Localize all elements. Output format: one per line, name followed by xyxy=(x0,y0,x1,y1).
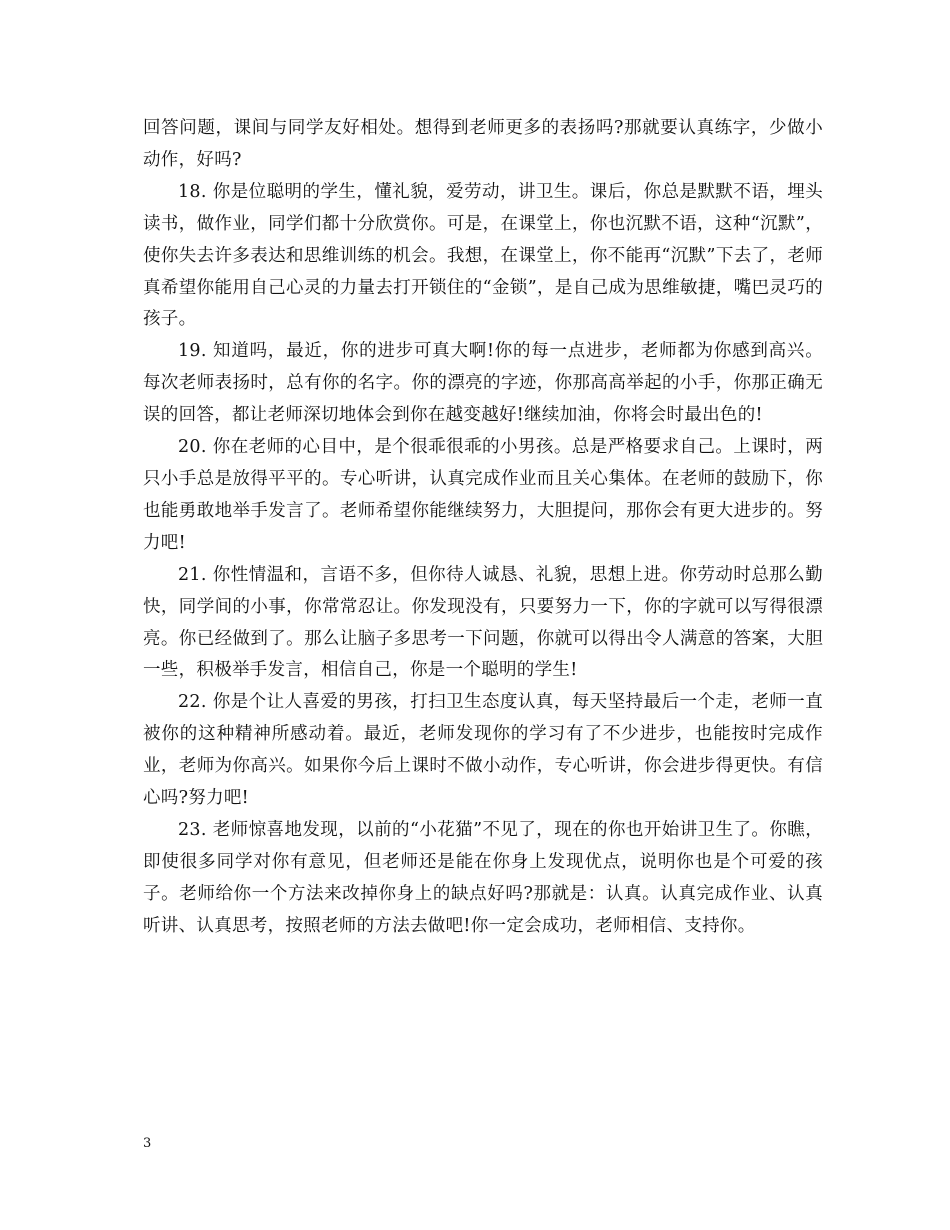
page-number: 3 xyxy=(143,1136,152,1151)
paragraph-item-18: 18. 你是位聪明的学生，懂礼貌，爱劳动，讲卫生。课后，你总是默默不语，埋头读书，做作业，同学们都十分欣赏你。可是，在课堂上，你也沉默不语，这种“沉默”，使你失去许多表达和思维训练的机会。我想，在课堂上，你不能再“沉默”下去了，老师真希望你能用自己心灵的力量去打开锁住的“金锁”，是自己成为思维敏捷，嘴巴灵巧的孩子。 xyxy=(143,181,823,330)
paragraph-item-22: 22. 你是个让人喜爱的男孩，打扫卫生态度认真，每天坚持最后一个走，老师一直被你的这种精神所感动着。最近，老师发现你的学习有了不少进步，也能按时完成作业，老师为你高兴。如果你今后上课时不做小动作，专心听讲，你会进步得更快。有信心吗?努力吧! xyxy=(143,692,823,809)
document-body xyxy=(143,113,823,943)
paragraph-item-19: 19. 知道吗，最近，你的进步可真大啊!你的每一点进步，老师都为你感到高兴。每次老师表扬时，总有你的名字。你的漂亮的字迹，你那高高举起的小手，你那正确无误的回答，都让老师深切地体会到你在越变越好!继续加油，你将会时最出色的! xyxy=(143,341,823,426)
paragraph-item-21: 21. 你性情温和，言语不多，但你待人诚恳、礼貌，思想上进。你劳动时总那么勤快，同学间的小事，你常常忍让。你发现没有，只要努力一下，你的字就可以写得很漂亮。你已经做到了。那么让脑子多思考一下问题，你就可以得出令人满意的答案，大胆一些，积极举手发言，相信自己，你是一个聪明的学生! xyxy=(143,564,823,681)
paragraph-continuation: 回答问题，课间与同学友好相处。想得到老师更多的表扬吗?那就要认真练字，少做小动作，好吗? xyxy=(143,118,823,170)
paragraph-item-20: 20. 你在老师的心目中，是个很乖很乖的小男孩。总是严格要求自己。上课时，两只小手总是放得平平的。专心听讲，认真完成作业而且关心集体。在老师的鼓励下，你也能勇敢地举手发言了。老师希望你能继续努力，大胆提问，那你会有更大进步的。努力吧! xyxy=(143,437,823,553)
paragraph-item-23: 23. 老师惊喜地发现，以前的“小花猫”不见了，现在的你也开始讲卫生了。你瞧，即使很多同学对你有意见，但老师还是能在你身上发现优点，说明你也是个可爱的孩子。老师给你一个方法来改掉你身上的缺点好吗?那就是：认真。认真完成作业、认真听讲、认真思考，按照老师的方法去做吧!你一定会成功，老师相信、支持你。 xyxy=(143,819,823,936)
